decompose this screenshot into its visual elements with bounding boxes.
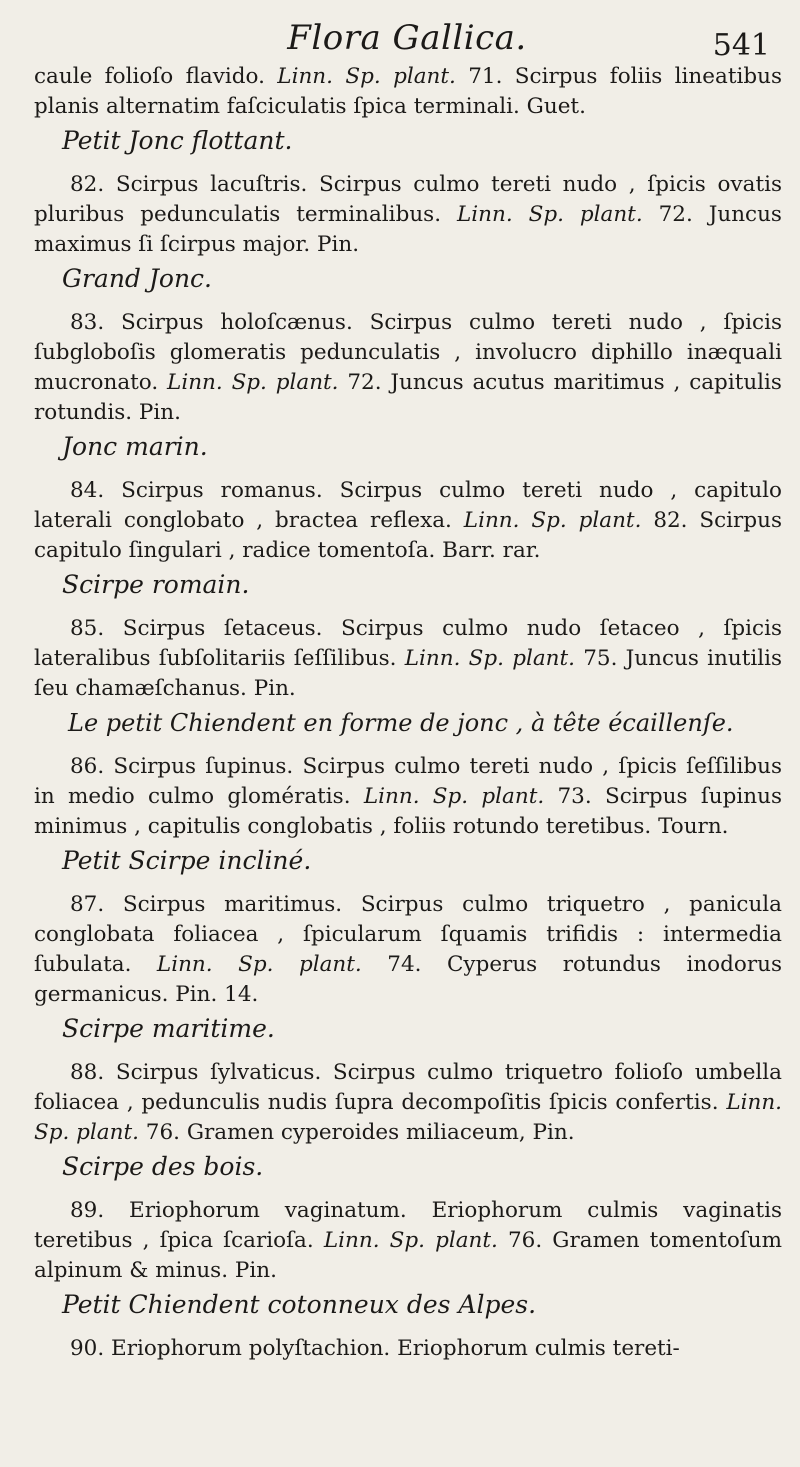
entry-text: 86. Scirpus ſupinus. Scirpus culmo tereti nudo , ſpicis ſeſſilibus in medio culmo glomératis. Linn. Sp. plant. 73. Scirpus ſupinus minimus , capitulis conglobatis , foliis rotundo teretibus. Tourn. [34,754,782,839]
entry-text: 82. Scirpus lacuſtris. Scirpus culmo tereti nudo , ſpicis ovatis pluribus pedunculatis terminalibus. Linn. Sp. plant. 72. Juncus maximus ſi ſcirpus major. Pin. [34,172,782,257]
running-header [34,14,780,64]
reference-citation: Linn. Sp. plant. [167,370,339,395]
reference-citation: Linn. Sp. plant. [323,1228,498,1253]
entry-text: 87. Scirpus maritimus. Scirpus culmo triquetro , panicula conglobata foliacea , ſpicularum ſquamis trifidis : intermedia ſubulata. Linn. Sp. plant. 74. Cyperus rotundus inodorus germanicus. Pin. 14. [34,892,782,1007]
common-name: Scirpe maritime. [62,1014,275,1043]
common-name: Le petit Chiendent en forme de jonc , à tête écaillenſe. [68,709,734,737]
entry-text: 83. Scirpus holoſcænus. Scirpus culmo tereti nudo , ſpicis ſubgloboſis glomeratis pedunculatis , involucro diphillo inæquali mucronato. Linn. Sp. plant. 72. Juncus acutus maritimus , capitulis rotundis. Pin. [34,310,782,425]
reference-citation: Linn. Sp. plant. [34,1090,782,1145]
entry-text: 90. Eriophorum polyſtachion. Eriophorum culmis tereti- [70,1336,680,1361]
entry-text: 85. Scirpus ſetaceus. Scirpus culmo nudo ſetaceo , ſpicis lateralibus ſubſolitariis ſeſſilibus. Linn. Sp. plant. 75. Juncus inutilis ſeu chamæſchanus. Pin. [34,616,782,701]
common-name: Jonc marin. [62,432,208,461]
reference-citation: Linn. Sp. plant. [156,952,362,977]
reference-citation: Linn. Sp. plant. [463,508,642,533]
entry-text: 88. Scirpus ſylvaticus. Scirpus culmo triquetro folioſo umbella foliacea , pedunculis nudis ſupra decompoſitis ſpicis confertis. Linn. Sp. plant. 76. Gramen cyperoides miliaceum, Pin. [34,1060,782,1145]
reference-citation: Linn. Sp. plant. [277,64,456,89]
reference-citation: Linn. Sp. plant. [404,646,575,671]
common-name: Petit Chiendent cotonneux des Alpes. [62,1290,537,1319]
text-body [34,62,782,1364]
reference-citation: Linn. Sp. plant. [363,784,545,809]
common-name: Grand Jonc. [62,264,212,293]
common-name: Scirpe romain. [62,570,250,599]
common-name: Petit Scirpe incliné. [62,846,312,875]
entry-text: 89. Eriophorum vaginatum. Eriophorum culmis vaginatis teretibus , ſpica ſcarioſa. Linn. Sp. plant. 76. Gramen tomentoſum alpinum & minus. Pin. [34,1198,782,1283]
common-name: Petit Jonc flottant. [62,126,293,155]
entry-text: 84. Scirpus romanus. Scirpus culmo tereti nudo , capitulo laterali conglobato , bractea reflexa. Linn. Sp. plant. 82. Scirpus capitulo ſingulari , radice tomentoſa. Barr. rar. [34,478,782,563]
reference-citation: Linn. Sp. plant. [456,202,643,227]
running-title: Flora Gallica. [287,18,527,58]
page-number: 541 [712,28,770,63]
entry-text: caule folioſo flavido. Linn. Sp. plant. 71. Scirpus foliis lineatibus planis alternatim faſciculatis ſpica terminali. Guet. [34,64,782,119]
common-name: Scirpe des bois. [62,1152,264,1181]
